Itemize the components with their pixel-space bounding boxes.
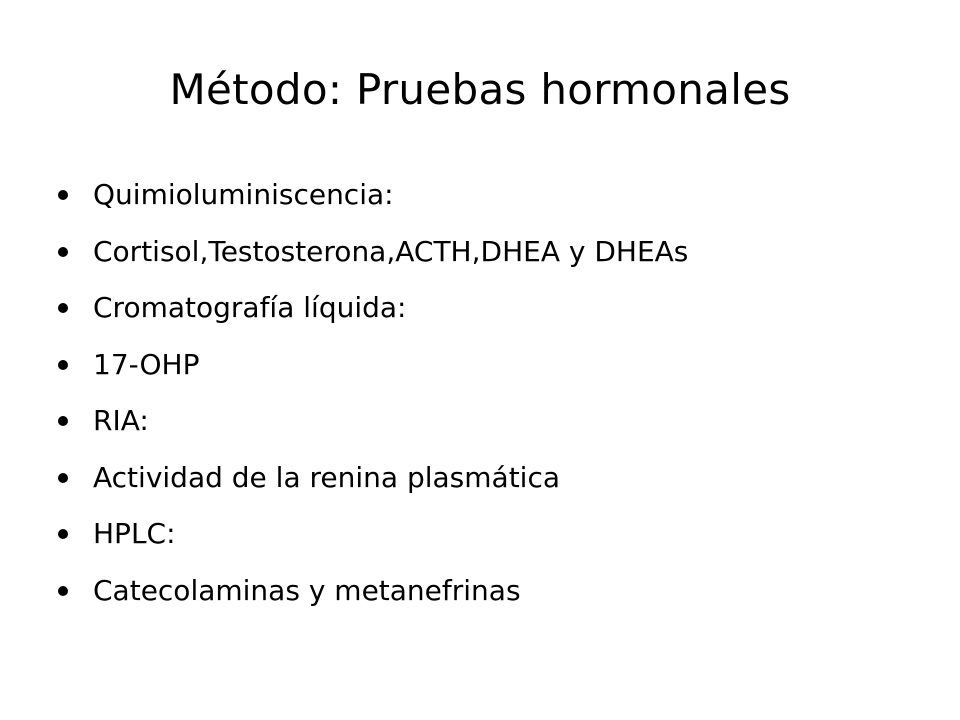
bullet-item: [58, 512, 918, 569]
bullet-text: Actividad de la renina plasmática: [93, 460, 561, 494]
bullet-dot-icon: [58, 473, 68, 483]
bullet-list: [58, 173, 918, 625]
bullet-dot-icon: [58, 529, 68, 539]
bullet-text: Cromatografía líquida:: [93, 291, 407, 324]
bullet-item: [58, 343, 918, 400]
bullet-item: [58, 399, 918, 456]
slide-title: Método: Pruebas hormonales: [169, 65, 791, 114]
bullet-text: HPLC:: [93, 517, 176, 550]
bullet-dot-icon: [58, 360, 68, 370]
bullet-dot-icon: [58, 303, 68, 313]
bullet-text: Cortisol,Testosterona,ACTH,DHEA y DHEAs: [93, 234, 689, 268]
bullet-dot-icon: [58, 190, 68, 200]
bullet-text: Catecolaminas y metanefrinas: [93, 573, 521, 607]
bullet-dot-icon: [58, 247, 68, 257]
bullet-item: [58, 173, 918, 230]
bullet-text: RIA:: [93, 404, 149, 437]
bullet-item: [58, 456, 918, 513]
bullet-dot-icon: [58, 416, 68, 426]
bullet-dot-icon: [58, 586, 68, 596]
bullet-item: [58, 230, 918, 287]
bullet-item: [58, 569, 918, 626]
bullet-item: [58, 286, 918, 343]
bullet-text: 17-OHP: [93, 347, 200, 381]
bullet-text: Quimioluminiscencia:: [93, 178, 394, 211]
